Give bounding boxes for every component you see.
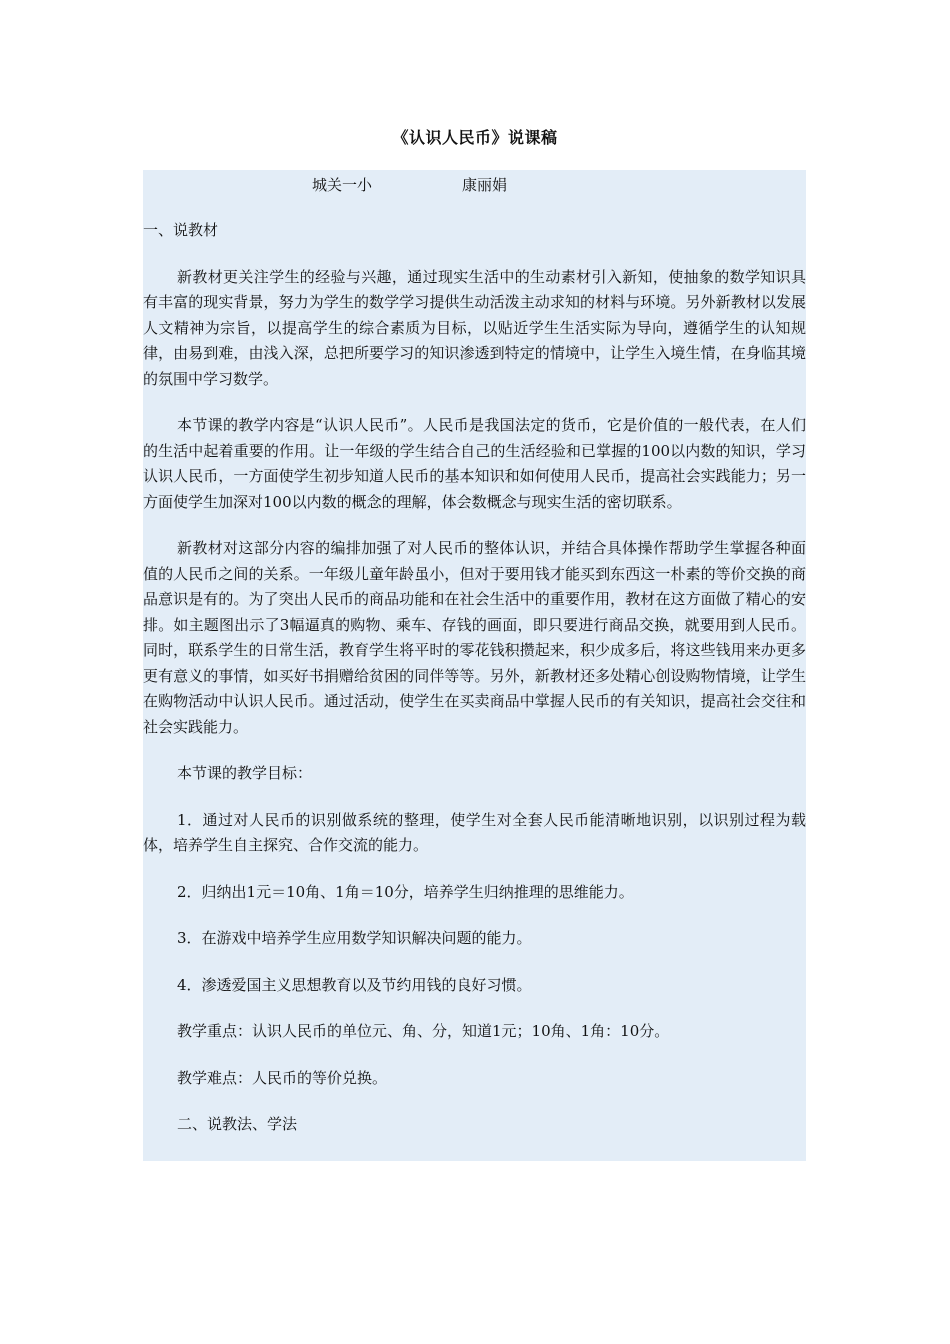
objective-item: 3．在游戏中培养学生应用数学知识解决问题的能力。 <box>177 929 532 947</box>
section-heading: 二、说教法、学法 <box>177 1115 298 1133</box>
document-title: 《认识人民币》说课稿 <box>392 128 558 147</box>
paragraph: 本节课的教学目标： <box>177 764 313 782</box>
teaching-focus: 教学重点：认识人民币的单位元、角、分，知道1元；10角、1角：10分。 <box>177 1022 670 1040</box>
objective-item: 1．通过对人民币的识别做系统的整理，使学生对全套人民币能清晰地识别，以识别过程为载体，培养学生自主探究、合作交流的能力。 <box>143 810 806 854</box>
author-name: 康丽娟 <box>462 176 508 194</box>
section-heading: 一、说教材 <box>143 221 219 239</box>
paragraph: 本节课的教学内容是“认识人民币”。人民币是我国法定的货币，它是价值的一般代表，在人们的生活中起着重要的作用。让一年级的学生结合自己的生活经验和已掌握的100以内数的知识，学习认识人民币，一方面使学生初步知道人民币的基本知识和如何使用人民币，提高社会实践能力；另一方面使学生加深对100以内数的概念的理解，体会数概念与现实生活的密切联系。 <box>143 416 806 511</box>
school-name: 城关一小 <box>312 176 373 194</box>
objective-item: 4．渗透爱国主义思想教育以及节约用钱的良好习惯。 <box>177 975 532 994</box>
teaching-difficulty: 教学难点：人民币的等价兑换。 <box>177 1068 388 1087</box>
document-body <box>143 218 806 1159</box>
paragraph: 新教材更关注学生的经验与兴趣，通过现实生活中的生动素材引入新知，使抽象的数学知识具有丰富的现实背景，努力为学生的数学学习提供生动活泼主动求知的材料与环境。另外新教材以发展人文精神为宗旨，以提高学生的综合素质为目标，以贴近学生生活实际为导向，遵循学生的认知规律，由易到难，由浅入深，总把所要学习的知识渗透到特定的情境中，让学生入境生情，在身临其境的氛围中学习数学。 <box>143 267 806 388</box>
objective-item: 2．归纳出1元＝10角、1角＝10分，培养学生归纳推理的思维能力。 <box>177 882 634 901</box>
paragraph: 新教材对这部分内容的编排加强了对人民币的整体认识，并结合具体操作帮助学生掌握各种面值的人民币之间的关系。一年级儿童年龄虽小，但对于要用钱才能买到东西这一朴素的等价交换的商品意识是有的。为了突出人民币的商品功能和在社会生活中的重要作用，教材在这方面做了精心的安排。如主题图出示了3幅逼真的购物、乘车、存钱的画面，即只要进行商品交换，就要用到人民币。同时，联系学生的日常生活，教育学生将平时的零花钱积攒起来，积少成多后，将这些钱用来办更多更有意义的事情，如买好书捐赠给贫困的同伴等等。另外，新教材还多处精心创设购物情境，让学生在购物活动中认识人民币。通过活动，使学生在买卖商品中掌握人民币的有关知识，提高社会交往和社会实践能力。 <box>143 539 806 736</box>
